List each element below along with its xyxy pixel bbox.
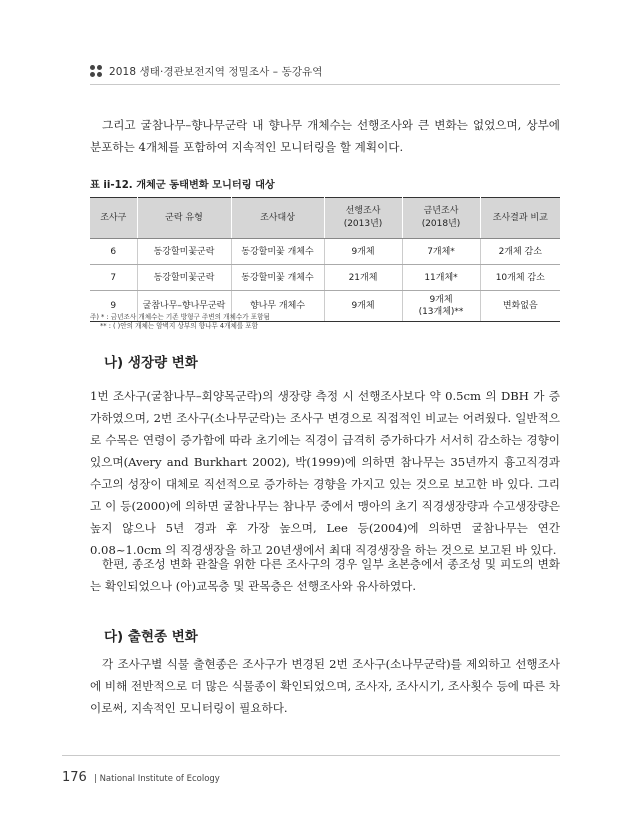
col-header-current: 금년조사 (2018년) [402,198,480,239]
intro-paragraph: 그리고 굴참나무–향나무군락 내 향나무 개체수는 선행조사와 큰 변화는 없었으며, 상부에 분포하는 4개체를 포함하여 지속적인 모니터링을 할 계획이다. [90,118,560,154]
table-header-row [90,198,560,239]
cell-previous: 9개체 [324,291,402,322]
cell-result: 2개체 감소 [480,239,560,265]
col-header-target: 조사대상 [231,198,324,239]
composition-paragraph: 한편, 종조성 변화 관찰을 위한 다른 조사구의 경우 일부 초본층에서 종조성 및 피도의 변화는 확인되었으나 (아)교목층 및 관목층은 선행조사와 유사하였다. [90,557,560,593]
cell-community: 동강할미꽃군락 [137,239,231,265]
page-number: 176 [62,770,87,785]
running-header [90,58,560,84]
footer-org [94,774,220,784]
bullet-dots-icon [90,65,102,77]
table-caption: 표 ii-12. 개체군 동태변화 모니터링 대상 [90,180,275,191]
footer-divider [62,755,560,756]
cell-result: 변화없음 [480,291,560,322]
section-heading-growth: 나) 생장량 변화 [104,355,198,371]
table-note: ** : ( )안의 개체는 암벽지 상부의 향나무 4개체를 포함 [100,322,259,330]
col-header-previous: 선행조사 (2013년) [324,198,402,239]
monitoring-table [90,197,560,322]
cell-previous: 9개체 [324,239,402,265]
cell-community: 굴참나무–향나무군락 [137,291,231,322]
col-header-plot: 조사구 [90,198,137,239]
cell-previous: 21개체 [324,265,402,291]
section-heading-species: 다) 출현종 변화 [104,629,198,645]
header-divider [90,84,560,85]
cell-plot: 7 [90,265,137,291]
cell-plot: 9 [90,291,137,322]
table-row [90,239,560,265]
cell-target: 동강할미꽃 개체수 [231,239,324,265]
table-note: 주) * : 금년조사 개체수는 기존 방형구 주변의 개체수가 포함됨 [90,313,270,321]
footer-separator: | [94,774,97,784]
footer-org-name: National Institute of Ecology [99,774,220,784]
cell-target: 향나무 개체수 [231,291,324,322]
table-row [90,265,560,291]
cell-result: 10개체 감소 [480,265,560,291]
species-paragraph: 각 조사구별 식물 출현종은 조사구가 변경된 2번 조사구(소나무군락)를 제외하고 선행조사에 비해 전반적으로 더 많은 식물종이 확인되었으며, 조사자, 조사시기, 조사횟수 등에 따른 차이로써, 지속적인 모니터링이 필요하다. [90,657,560,715]
col-header-result: 조사결과 비교 [480,198,560,239]
growth-paragraph: 1번 조사구(굴참나무–회양목군락)의 생장량 측정 시 선행조사보다 약 0.5cm 의 DBH 가 증가하였으며, 2번 조사구(소나무군락)는 조사구 변경으로 직접적인 비교는 어려웠다. 일반적으로 수목은 연령이 증가함에 따라 초기에는 직경이 급격히 증가하다가 서서히 감소하는 경향이 있으며(Avery and Burkhart 2002), 박(1999)에 의하면 참나무는 35년까지 흉고직경과 수고의 성장이 대체로 직선적으로 증가하는 경향을 가지고 있는 것으로 보고한 바 있다. 그리고 이 등(2000)에 의하면 굴참나무는 참나무 중에서 맹아의 초기 직경생장량과 수고생장량은 높지 않으나 5년 경과 후 가장 높으며, Lee 등(2004)에 의하면 굴참나무는 연간 0.08~1.0cm 의 직경생장을 하고 20년생에서 최대 직경생장을 하는 것으로 보고된 바 있다. [90,389,560,557]
cell-plot: 6 [90,239,137,265]
col-header-community: 군락 유형 [137,198,231,239]
cell-current: 9개체 (13개체)** [402,291,480,322]
cell-community: 동강할미꽃군락 [137,265,231,291]
cell-current: 7개체* [402,239,480,265]
cell-target: 동강할미꽃 개체수 [231,265,324,291]
cell-current: 11개체* [402,265,480,291]
header-title: 2018 생태·경관보전지역 정밀조사 – 동강유역 [109,65,323,78]
